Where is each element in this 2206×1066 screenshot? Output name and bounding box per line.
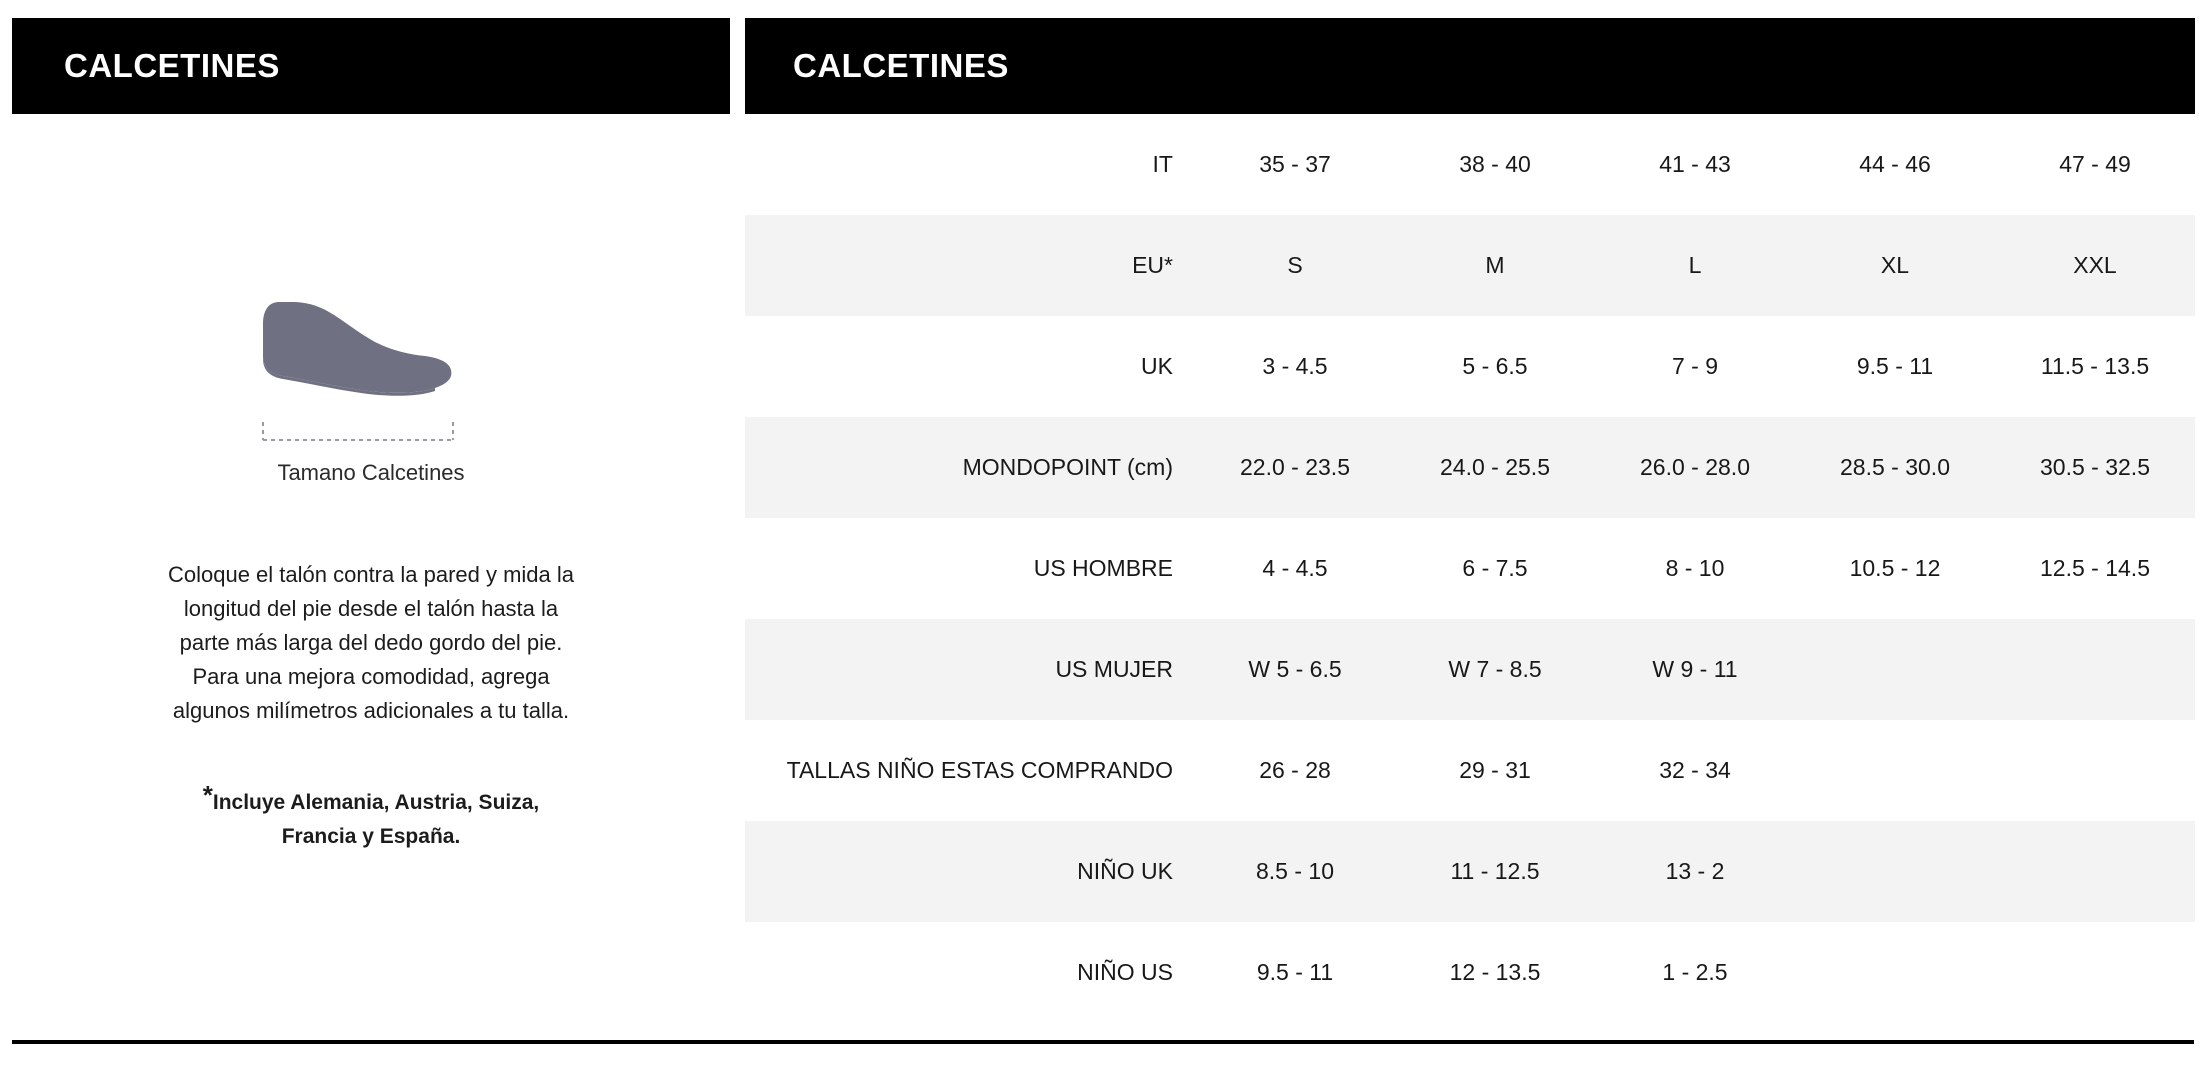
table-cell: 1 - 2.5 bbox=[1662, 959, 1728, 985]
table-cell: 30.5 - 32.5 bbox=[1995, 417, 2195, 518]
measurement-bracket-icon bbox=[221, 420, 521, 448]
table-cell: S bbox=[1195, 215, 1395, 316]
table-row bbox=[745, 417, 2195, 518]
table-cell bbox=[1995, 619, 2195, 720]
table-cell: 7 - 9 bbox=[1671, 353, 1719, 379]
left-panel-header bbox=[12, 18, 730, 114]
table-cell: W 7 - 8.5 bbox=[1395, 619, 1595, 720]
table-cell: 3 - 4.5 bbox=[1262, 353, 1328, 379]
right-panel-header bbox=[745, 18, 2195, 114]
row-label: MONDOPOINT (cm) bbox=[745, 417, 1195, 518]
table-cell bbox=[1995, 720, 2195, 821]
table-cell bbox=[1795, 922, 1995, 1023]
table-cell: 11 - 12.5 bbox=[1395, 821, 1595, 922]
table-cell: XL bbox=[1795, 215, 1995, 316]
table-cell: 9.5 - 11 bbox=[1256, 959, 1334, 985]
left-panel bbox=[12, 18, 730, 1028]
measurement-instructions: Coloque el talón contra la pared y mida la longitud del pie desde el talón hasta la parte más larga del dedo gordo del pie. Para una mejora comodidad, agrega algunos milímetros adicionales a tu talla. bbox=[167, 562, 575, 723]
table-row bbox=[745, 720, 2195, 821]
row-label: TALLAS NIÑO ESTAS COMPRANDO bbox=[786, 757, 1173, 783]
table-cell: 26 - 28 bbox=[1259, 757, 1331, 783]
table-cell: L bbox=[1595, 215, 1795, 316]
table-cell: 11.5 - 13.5 bbox=[2040, 353, 2150, 379]
table-row bbox=[745, 316, 2195, 417]
table-cell: 6 - 7.5 bbox=[1462, 555, 1528, 581]
table-cell: W 5 - 6.5 bbox=[1195, 619, 1395, 720]
right-panel-title: CALCETINES bbox=[793, 47, 1009, 84]
table-cell: 29 - 31 bbox=[1459, 757, 1531, 783]
table-row bbox=[745, 821, 2195, 922]
table-cell: 44 - 46 bbox=[1859, 151, 1931, 177]
table-cell bbox=[1795, 821, 1995, 922]
bottom-divider bbox=[12, 1040, 2194, 1044]
table-cell: W 9 - 11 bbox=[1595, 619, 1795, 720]
table-cell: 4 - 4.5 bbox=[1262, 555, 1328, 581]
row-label: EU* bbox=[745, 215, 1195, 316]
table-cell bbox=[1995, 821, 2195, 922]
table-cell: 38 - 40 bbox=[1459, 151, 1531, 177]
table-row bbox=[745, 619, 2195, 720]
figure-caption: Tamano Calcetines bbox=[277, 460, 465, 485]
table-cell bbox=[1995, 922, 2195, 1023]
table-cell bbox=[1795, 619, 1995, 720]
left-panel-title: CALCETINES bbox=[64, 47, 280, 84]
table-cell: 13 - 2 bbox=[1595, 821, 1795, 922]
row-label: UK bbox=[1141, 353, 1173, 379]
row-label: NIÑO UK bbox=[745, 821, 1195, 922]
table-cell: 32 - 34 bbox=[1659, 757, 1731, 783]
table-row bbox=[745, 922, 2195, 1023]
table-cell: 12 - 13.5 bbox=[1449, 959, 1541, 985]
table-cell: 12.5 - 14.5 bbox=[2040, 555, 2150, 581]
row-label: NIÑO US bbox=[1077, 959, 1173, 985]
table-row bbox=[745, 215, 2195, 316]
table-cell: 47 - 49 bbox=[2059, 151, 2131, 177]
table-cell: 28.5 - 30.0 bbox=[1795, 417, 1995, 518]
footnote-text: Incluye Alemania, Austria, Suiza, Francia y España. bbox=[212, 791, 540, 848]
table-cell: 8 - 10 bbox=[1665, 555, 1725, 581]
table-cell: 24.0 - 25.5 bbox=[1395, 417, 1595, 518]
foot-measurement-figure bbox=[221, 124, 521, 486]
right-panel bbox=[745, 18, 2195, 1028]
table-cell: 5 - 6.5 bbox=[1462, 353, 1528, 379]
table-cell: 35 - 37 bbox=[1259, 151, 1331, 177]
eu-footnote bbox=[171, 780, 571, 854]
table-cell: 41 - 43 bbox=[1659, 151, 1731, 177]
row-label: IT bbox=[1152, 151, 1173, 177]
table-cell: 8.5 - 10 bbox=[1195, 821, 1395, 922]
table-cell: 9.5 - 11 bbox=[1856, 353, 1934, 379]
left-panel-body bbox=[12, 114, 730, 854]
row-label: US MUJER bbox=[745, 619, 1195, 720]
table-cell bbox=[1795, 720, 1995, 821]
table-cell: 10.5 - 12 bbox=[1849, 555, 1941, 581]
row-label: US HOMBRE bbox=[1033, 555, 1173, 581]
table-cell: 26.0 - 28.0 bbox=[1595, 417, 1795, 518]
size-conversion-table bbox=[745, 114, 2195, 1023]
table-row bbox=[745, 518, 2195, 619]
table-cell: 22.0 - 23.5 bbox=[1195, 417, 1395, 518]
footnote-marker: * bbox=[202, 780, 213, 810]
table-row bbox=[745, 114, 2195, 215]
table-cell: XXL bbox=[1995, 215, 2195, 316]
sock-foot-icon bbox=[221, 294, 521, 424]
table-cell: M bbox=[1395, 215, 1595, 316]
